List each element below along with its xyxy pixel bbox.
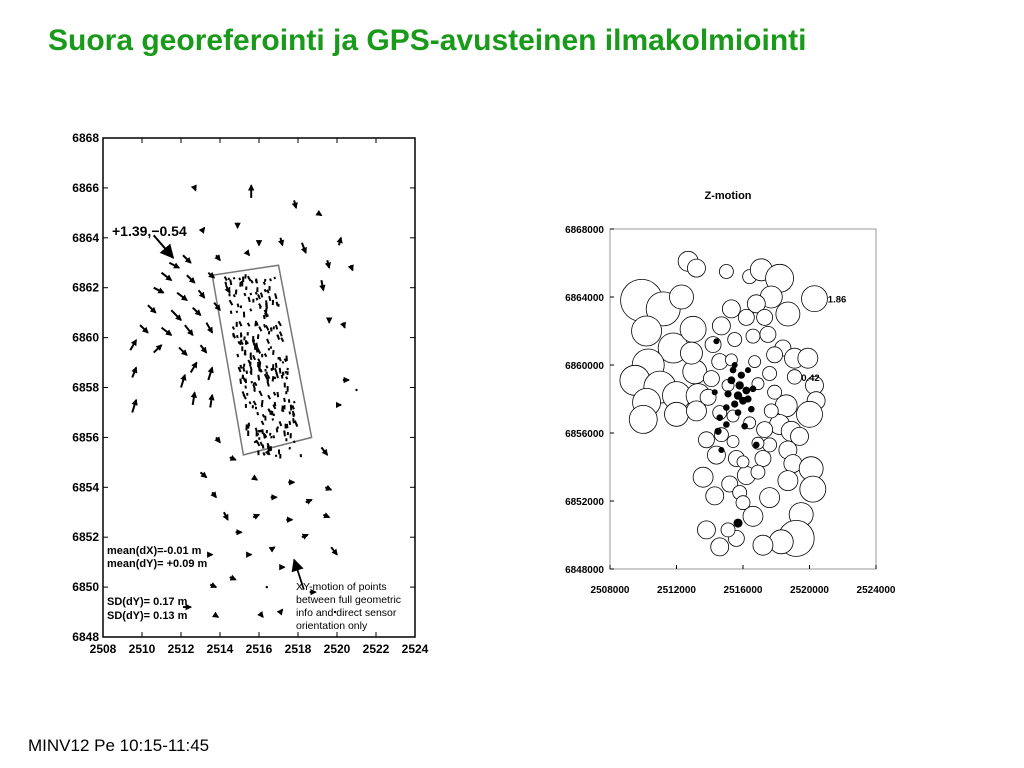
y-tick-label: 6864 <box>72 230 99 245</box>
cluster-vector <box>233 327 234 330</box>
filled-bubble <box>731 401 738 408</box>
cluster-vector <box>269 296 270 301</box>
cluster-vector <box>238 304 239 308</box>
open-bubble <box>755 451 771 467</box>
cluster-vector <box>294 401 295 403</box>
cluster-vector <box>269 410 270 412</box>
cluster-vector <box>256 279 257 284</box>
cluster-vector <box>292 405 293 408</box>
cluster-vector <box>255 321 256 326</box>
cluster-vector <box>256 343 257 348</box>
z-y-tick-label: 6848000 <box>565 565 604 576</box>
cluster-vector <box>244 336 245 340</box>
z-y-tick-label: 6864000 <box>565 293 604 304</box>
cluster-vector <box>257 412 258 415</box>
x-tick-label: 2510 <box>128 642 156 656</box>
cluster-vector <box>233 334 234 337</box>
x-tick-label: 2516 <box>245 642 273 656</box>
filled-bubble <box>713 338 719 344</box>
filled-bubble <box>718 447 724 453</box>
cluster-vector <box>256 292 257 294</box>
cluster-vector <box>265 354 267 357</box>
z-x-tick-label: 2520000 <box>790 585 829 596</box>
cluster-vector <box>272 418 273 420</box>
cluster-vector <box>285 359 287 362</box>
open-bubble <box>800 476 826 502</box>
legend-text-line-4: orientation only <box>296 620 368 632</box>
y-tick-label: 6866 <box>72 180 99 195</box>
cluster-vector <box>234 277 235 279</box>
open-bubble <box>632 316 662 346</box>
cluster-vector <box>276 325 277 329</box>
legend-bubble-label: 1.86 <box>827 294 847 306</box>
cluster-vector <box>245 274 246 278</box>
open-bubble <box>719 265 733 279</box>
open-bubble <box>776 302 800 326</box>
motion-vector <box>266 586 268 588</box>
cluster-vector <box>278 335 279 337</box>
cluster-vector <box>242 342 243 344</box>
y-tick-label: 6852 <box>72 530 99 545</box>
open-bubble <box>760 326 776 342</box>
cluster-vector <box>277 302 278 306</box>
open-bubble <box>680 342 702 364</box>
y-tick-label: 6850 <box>72 580 99 595</box>
x-tick-label: 2508 <box>89 642 117 656</box>
filled-bubble <box>716 414 723 421</box>
cluster-vector <box>257 298 258 300</box>
cluster-vector <box>247 342 248 345</box>
cluster-vector <box>267 379 268 381</box>
z-motion-chart <box>565 190 896 596</box>
mean-dx-text: mean(dX)=-0.01 m <box>107 545 202 557</box>
open-bubble <box>763 367 777 381</box>
cluster-vector <box>258 334 259 339</box>
cluster-vector <box>287 424 288 428</box>
open-bubble <box>711 538 729 556</box>
open-bubble <box>693 467 713 487</box>
filled-bubble <box>735 381 743 389</box>
open-bubble <box>629 405 657 433</box>
cluster-vector <box>248 424 249 426</box>
open-bubble <box>698 432 714 448</box>
filled-bubble <box>724 390 731 397</box>
cluster-vector <box>258 433 259 435</box>
open-bubble <box>706 487 724 505</box>
cluster-vector <box>286 377 287 380</box>
cluster-vector <box>279 357 280 361</box>
open-bubble <box>769 530 793 554</box>
z-motion-title: Z-motion <box>704 190 752 202</box>
filled-bubble <box>748 406 755 413</box>
cluster-vector <box>276 363 277 368</box>
cluster-vector <box>293 413 294 416</box>
filled-bubble <box>744 395 751 402</box>
legend-text-line-2: between full geometric <box>296 594 402 606</box>
cluster-vector <box>263 452 264 455</box>
cluster-vector <box>267 381 268 386</box>
cluster-vector <box>294 441 295 443</box>
cluster-vector <box>273 350 274 355</box>
open-bubble <box>680 316 706 342</box>
cluster-vector <box>277 392 278 397</box>
cluster-vector <box>262 400 263 405</box>
cluster-vector <box>254 389 255 391</box>
cluster-vector <box>270 279 271 282</box>
cluster-vector <box>283 410 284 412</box>
open-bubble <box>751 465 765 479</box>
cluster-vector <box>249 402 250 404</box>
mean-dy-text: mean(dY)= +0.09 m <box>107 558 208 570</box>
open-bubble <box>712 317 730 335</box>
cluster-vector <box>240 379 241 384</box>
open-bubble <box>669 285 693 309</box>
sd-dy2-text: SD(dY)= 0.13 m <box>107 610 188 622</box>
x-tick-label: 2522 <box>362 642 390 656</box>
open-bubble <box>728 333 742 347</box>
legend-bubble <box>787 370 801 384</box>
open-bubble <box>778 471 798 491</box>
cluster-vector <box>264 433 265 438</box>
open-bubble <box>760 488 780 508</box>
filled-bubble <box>741 423 748 430</box>
open-bubble <box>746 329 760 343</box>
open-bubble <box>687 259 705 277</box>
cluster-vector <box>250 309 251 312</box>
filled-bubble <box>732 362 738 368</box>
cluster-vector <box>266 366 267 369</box>
cluster-vector <box>280 368 281 374</box>
cluster-vector <box>251 367 252 371</box>
y-tick-label: 6858 <box>72 380 99 395</box>
cluster-vector <box>275 293 276 299</box>
cluster-vector <box>237 354 238 357</box>
filled-bubble <box>750 386 757 393</box>
filled-bubble <box>735 409 742 416</box>
legend-bubble-label: 0.42 <box>801 372 820 384</box>
z-x-tick-label: 2508000 <box>590 585 630 596</box>
cluster-vector <box>273 376 274 381</box>
open-bubble <box>705 337 721 353</box>
reference-arrow-label: +1.39,−0.54 <box>112 223 187 239</box>
open-bubble <box>697 521 715 539</box>
cluster-vector <box>293 418 294 423</box>
y-tick-label: 6868 <box>72 131 99 145</box>
z-y-tick-label: 6860000 <box>565 361 604 372</box>
x-tick-label: 2518 <box>284 642 312 656</box>
cluster-vector <box>263 414 264 417</box>
y-tick-label: 6860 <box>72 330 99 345</box>
open-bubble <box>763 438 777 452</box>
cluster-vector <box>258 375 259 381</box>
open-bubble <box>736 496 750 510</box>
open-bubble <box>753 535 773 555</box>
z-x-tick-label: 2512000 <box>657 585 696 596</box>
open-bubble <box>764 404 778 418</box>
y-tick-label: 6848 <box>72 630 99 644</box>
cluster-vector <box>264 315 265 319</box>
cluster-vector <box>230 280 231 286</box>
filled-bubble <box>723 404 730 411</box>
cluster-vector <box>277 428 278 432</box>
motion-vector <box>355 389 357 391</box>
cluster-vector <box>261 293 262 298</box>
cluster-vector <box>237 311 238 313</box>
open-bubble <box>722 300 740 318</box>
cluster-vector <box>243 367 244 372</box>
cluster-vector <box>234 294 235 297</box>
cluster-vector <box>225 282 226 285</box>
cluster-vector <box>284 430 285 436</box>
sd-dy-text: SD(dY)= 0.17 m <box>107 596 188 608</box>
cluster-vector <box>239 278 240 280</box>
y-tick-label: 6856 <box>72 430 99 445</box>
open-bubble <box>721 523 735 537</box>
cluster-vector <box>231 311 232 314</box>
cluster-vector <box>265 289 266 292</box>
filled-bubble <box>714 428 721 435</box>
z-x-tick-label: 2524000 <box>856 585 896 596</box>
cluster-vector <box>289 421 290 425</box>
open-bubble <box>797 401 823 427</box>
cluster-vector <box>262 405 263 408</box>
legend-text-line-3: info and direct sensor <box>296 607 397 619</box>
cluster-vector <box>277 427 278 429</box>
cluster-vector <box>290 411 291 414</box>
cluster-vector <box>255 441 256 443</box>
motion-vector <box>195 188 196 190</box>
cluster-vector <box>249 297 250 302</box>
cluster-vector <box>264 282 265 285</box>
x-tick-label: 2520 <box>323 642 351 656</box>
y-tick-label: 6854 <box>72 480 99 495</box>
xy-motion-chart <box>72 131 428 656</box>
open-bubble <box>798 348 818 368</box>
filled-bubble <box>723 421 730 428</box>
slide-footer: MINV12 Pe 10:15-11:45 <box>28 736 210 755</box>
y-tick-label: 6862 <box>72 280 99 295</box>
filled-bubble <box>745 367 751 373</box>
filled-bubble <box>727 376 735 384</box>
cluster-vector <box>274 277 275 279</box>
z-x-tick-label: 2516000 <box>723 585 763 596</box>
open-bubble <box>768 385 782 399</box>
cluster-vector <box>266 308 267 314</box>
open-bubble <box>727 436 739 448</box>
filled-bubble <box>738 372 745 379</box>
x-tick-label: 2524 <box>401 642 429 656</box>
open-bubble <box>749 356 761 368</box>
z-y-tick-label: 6856000 <box>565 429 604 440</box>
cluster-vector <box>261 369 262 371</box>
open-bubble <box>737 456 749 468</box>
cluster-vector <box>236 290 237 295</box>
filled-bubble <box>753 442 760 449</box>
legend-bubble <box>802 286 828 312</box>
cluster-vector <box>264 324 265 327</box>
cluster-vector <box>275 402 276 406</box>
open-bubble <box>767 347 783 363</box>
x-tick-label: 2512 <box>167 642 195 656</box>
cluster-vector <box>259 366 260 372</box>
cluster-vector <box>247 371 248 374</box>
cluster-vector <box>271 327 272 331</box>
cluster-vector <box>250 293 251 295</box>
cluster-vector <box>273 435 274 438</box>
z-y-tick-label: 6852000 <box>565 497 604 508</box>
filled-bubble <box>734 519 743 528</box>
open-bubble <box>665 402 689 426</box>
cluster-vector <box>244 293 245 296</box>
open-bubble <box>757 309 773 325</box>
z-y-tick-label: 6868000 <box>565 225 604 236</box>
legend-text-line-1: XY-motion of points <box>296 581 387 593</box>
filled-bubble <box>712 389 718 395</box>
open-bubble <box>757 422 773 438</box>
cluster-vector <box>250 371 251 374</box>
x-tick-label: 2514 <box>206 642 234 656</box>
open-bubble <box>703 371 719 387</box>
filled-bubble <box>742 387 750 395</box>
cluster-vector <box>240 365 241 369</box>
slide-title: Suora georeferointi ja GPS-avusteinen ilmakolmiointi <box>48 24 807 57</box>
cluster-vector <box>251 381 252 383</box>
cluster-vector <box>284 398 285 402</box>
